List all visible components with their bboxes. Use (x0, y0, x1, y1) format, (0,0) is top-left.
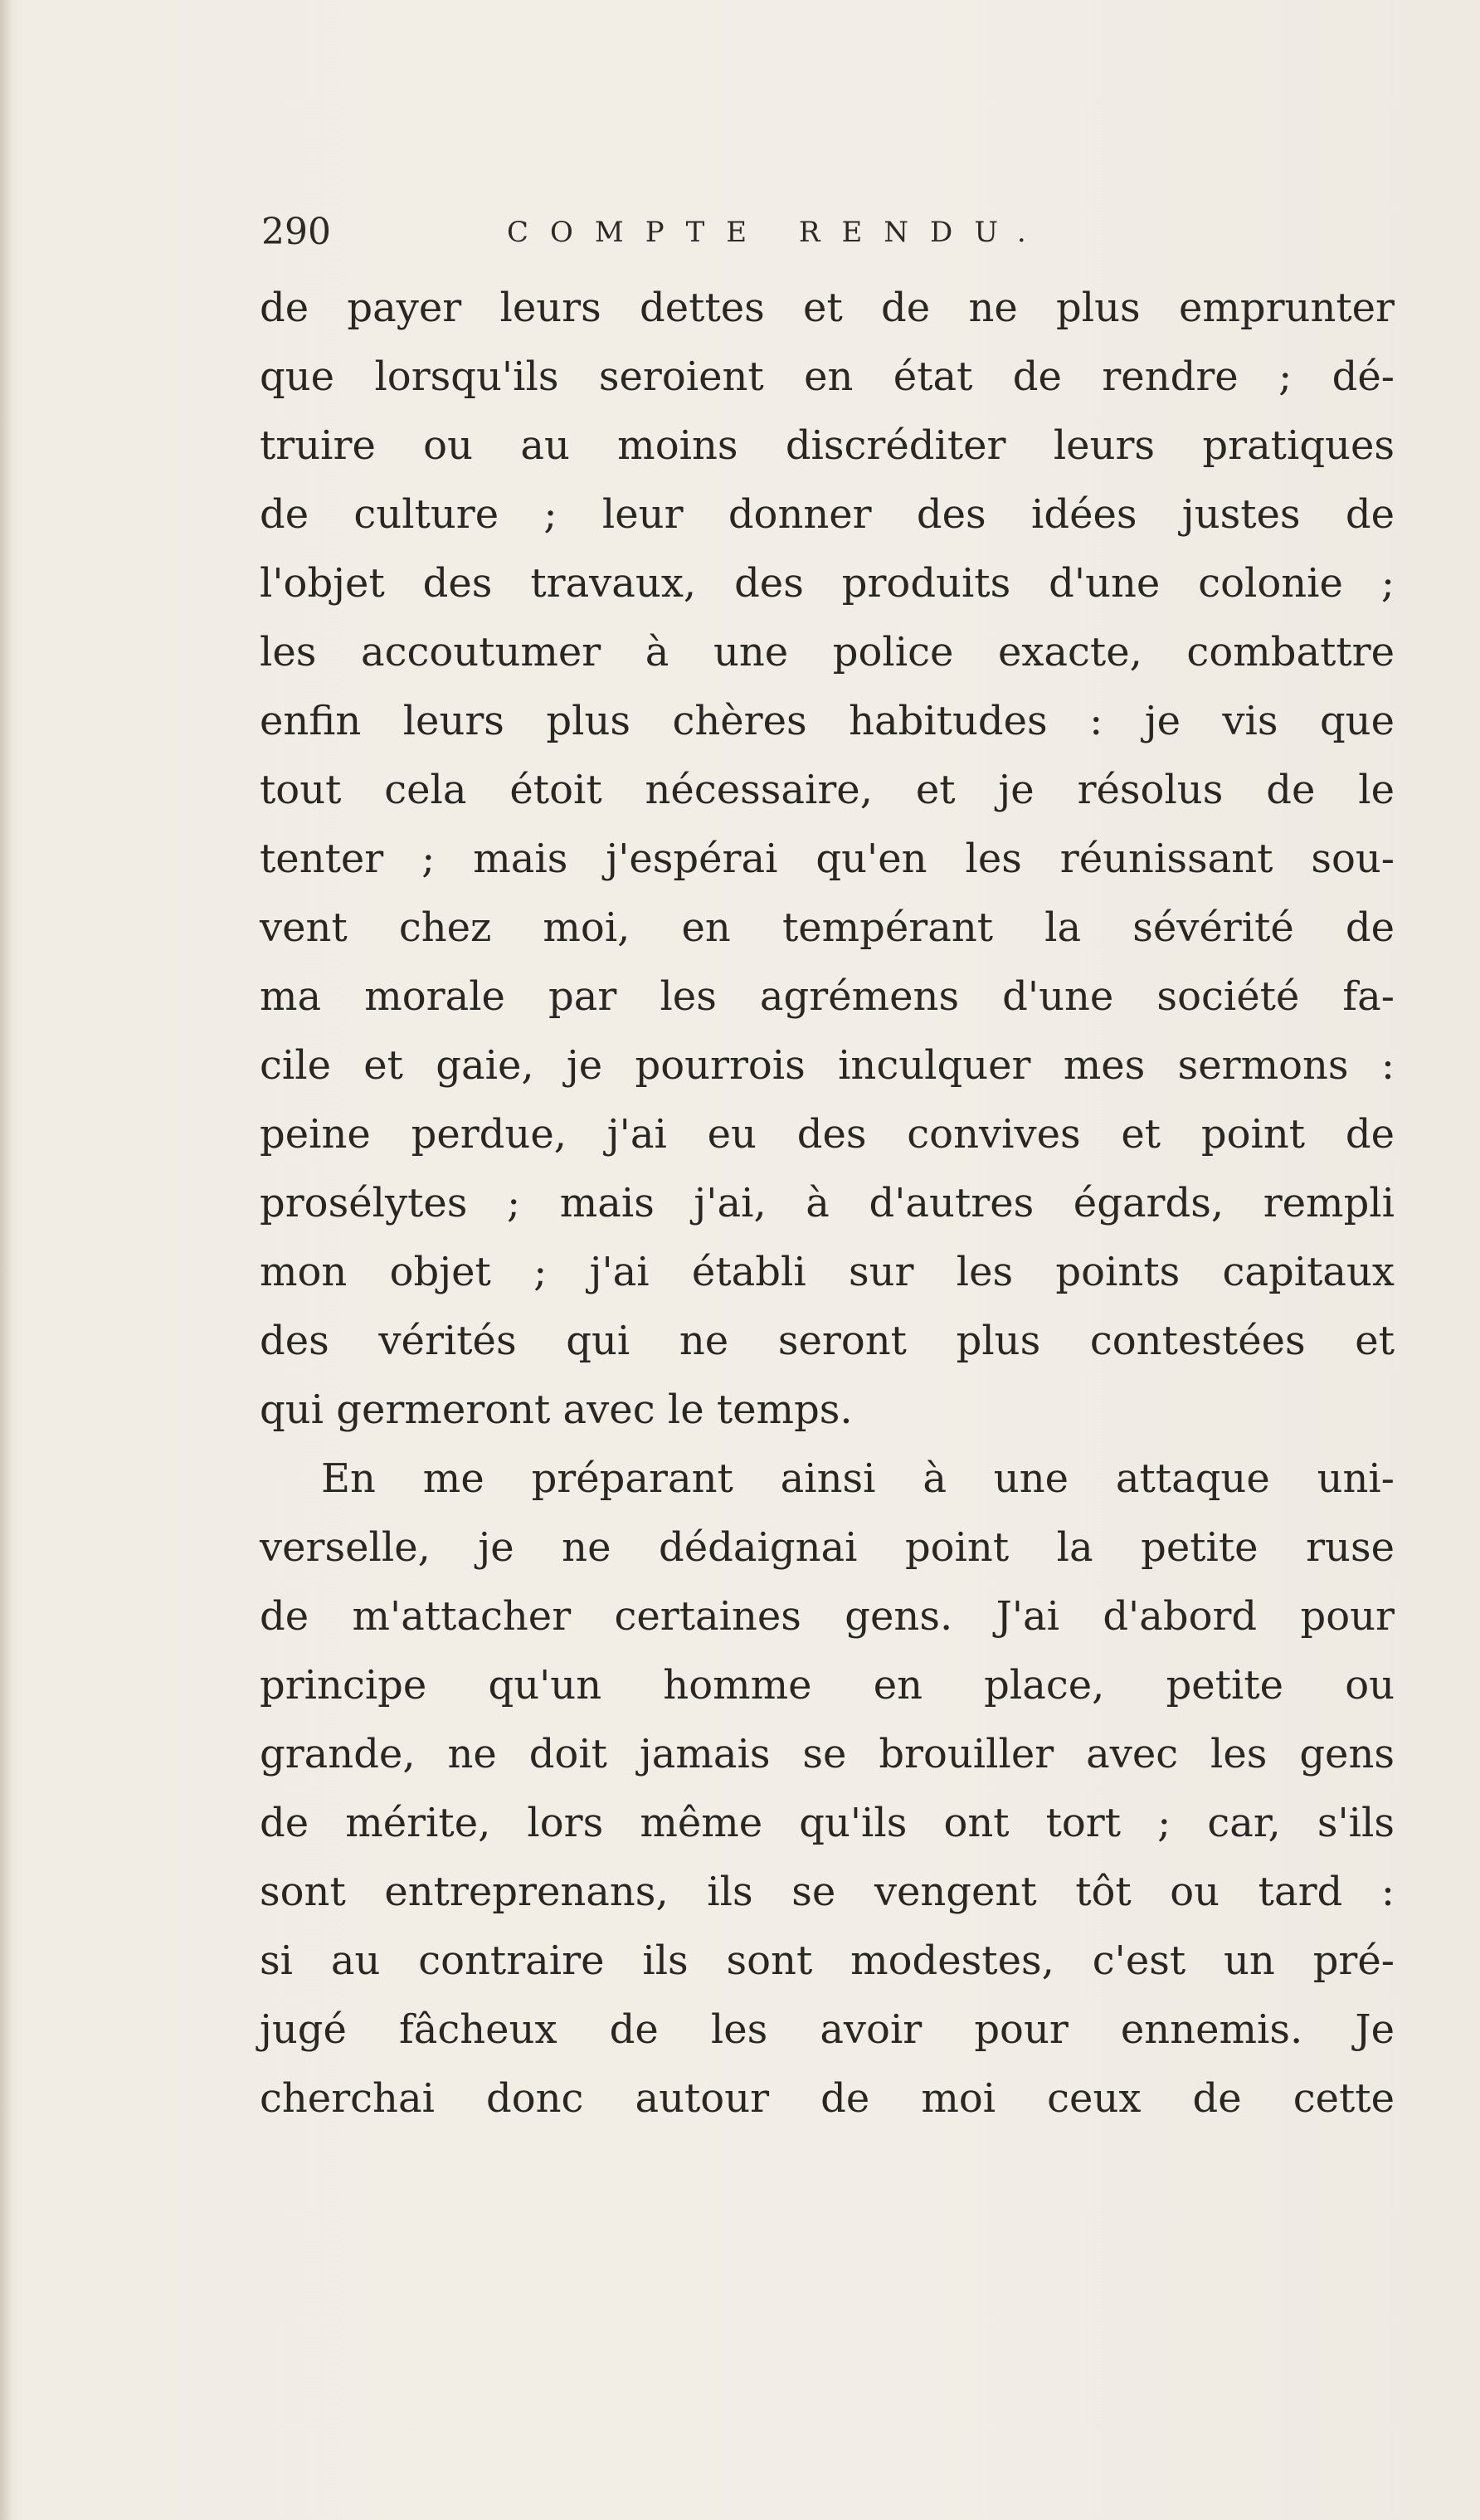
text-line: prosélytes ; mais j'ai, à d'autres égards, rempli (260, 1180, 1395, 1226)
text-line: peine perdue, j'ai eu des convives et point de (260, 1111, 1395, 1158)
text-line: ma morale par les agrémens d'une société fa- (260, 973, 1395, 1020)
text-line: de culture ; leur donner des idées justes de (260, 491, 1395, 538)
running-head: COMPTE RENDU. (507, 216, 1048, 249)
text-line: qui germeront avec le temps. (260, 1387, 853, 1433)
text-line: tenter ; mais j'espérai qu'en les réunissant sou- (260, 836, 1395, 882)
text-line: principe qu'un homme en place, petite ou (260, 1662, 1395, 1708)
page-header (261, 207, 1406, 257)
text-line: de m'attacher certaines gens. J'ai d'abord pour (260, 1593, 1395, 1640)
text-line: de payer leurs dettes et de ne plus emprunter (260, 285, 1395, 331)
text-line: jugé fâcheux de les avoir pour ennemis. Je (260, 2006, 1395, 2053)
text-line: cile et gaie, je pourrois inculquer mes sermons : (260, 1042, 1395, 1089)
page-number: 290 (261, 211, 331, 253)
text-line: les accoutumer à une police exacte, combattre (260, 629, 1395, 675)
text-line: l'objet des travaux, des produits d'une colonie ; (260, 560, 1395, 607)
text-line: de mérite, lors même qu'ils ont tort ; car, s'ils (260, 1800, 1395, 1846)
text-line: que lorsqu'ils seroient en état de rendre ; dé- (260, 353, 1395, 400)
text-line: vent chez moi, en tempérant la sévérité de (260, 904, 1395, 951)
page-edge-shadow (0, 0, 12, 2520)
text-line: enfin leurs plus chères habitudes : je vis que (260, 698, 1395, 744)
text-line: tout cela étoit nécessaire, et je résolus de le (260, 767, 1395, 813)
text-line: sont entreprenans, ils se vengent tôt ou tard : (260, 1869, 1395, 1915)
text-line: verselle, je ne dédaignai point la petite ruse (260, 1524, 1395, 1571)
text-line: grande, ne doit jamais se brouiller avec les gens (260, 1731, 1395, 1777)
text-line: cherchai donc autour de moi ceux de cette (260, 2075, 1395, 2122)
text-line: truire ou au moins discréditer leurs pratiques (260, 422, 1395, 469)
paragraph-2 (260, 1445, 1395, 2133)
text-line: des vérités qui ne seront plus contestées et (260, 1318, 1395, 1364)
body-text (260, 274, 1395, 2133)
text-line: mon objet ; j'ai établi sur les points capitaux (260, 1249, 1395, 1295)
text-line: En me préparant ainsi à une attaque uni- (321, 1455, 1395, 1502)
paragraph-1 (260, 274, 1395, 1445)
text-line: si au contraire ils sont modestes, c'est un pré- (260, 1938, 1395, 1984)
